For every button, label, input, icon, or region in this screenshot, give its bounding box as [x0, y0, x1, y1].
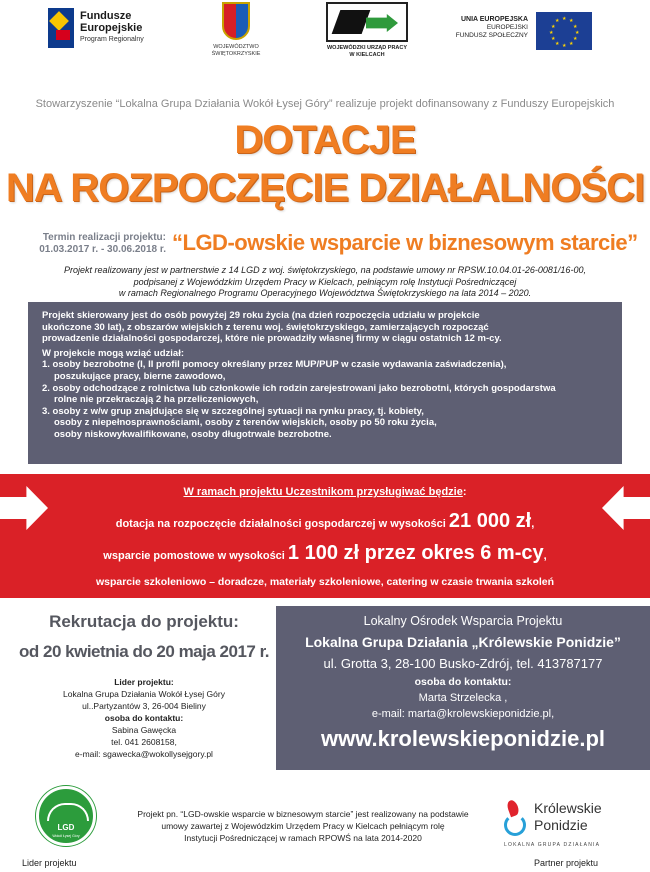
unia-europejska-logo	[450, 10, 610, 60]
leader-contact-email[interactable]: e-mail: sgawecka@wokollysejgory.pl	[75, 749, 213, 759]
target-p1a: Projekt skierowany jest do osób powyżej 29 roku życia (na dzień rozpoczęcia udziału w projekcie	[42, 310, 480, 321]
fe-line3: Program Regionalny	[80, 36, 144, 43]
leader-name: Lokalna Grupa Działania Wokół Łysej Góry	[63, 689, 225, 699]
ue-line1: UNIA EUROPEJSKA	[460, 16, 528, 23]
termin-label: Termin realizacji projektu:	[42, 232, 166, 243]
benefit-training: wsparcie szkoleniowo – doradcze, materiały szkoleniowe, catering w czasie trwania szkoleń	[95, 576, 555, 588]
target-item1a: 1. osoby bezrobotne (I, II profil pomocy określany przez MUP/PUP w czasie wydawania zaświadczenia),	[42, 359, 507, 371]
benefit-grant: dotacja na rozpoczęcie działalności gospodarczej w wysokości 21 000 zł,	[115, 510, 535, 532]
footer-line1: Projekt pn. “LGD-owskie wsparcie w biznesowym starcie” jest realizowany na podstawie	[137, 809, 469, 819]
kp-sub: LOKALNA GRUPA DZIAŁANIA	[504, 842, 601, 848]
local-email[interactable]: e-mail: marta@krolewskieponidzie.pl,	[371, 708, 555, 720]
leader-contact-label: osoba do kontaktu:	[104, 713, 184, 723]
lider-caption: Lider projektu	[22, 858, 77, 868]
target-item3a: 3. osoby z w/w grup znajdujące się w szczególnej sytuacji na rynku pracy, tj. kobiety,	[42, 405, 424, 417]
recruit-dates: od 20 kwietnia do 20 maja 2017 r.	[19, 642, 269, 661]
target-group-box	[28, 302, 622, 464]
coat-of-arms-icon	[222, 2, 250, 40]
wup-line1: WOJEWÓDZKI URZĄD PRACY	[326, 45, 408, 51]
target-p2: W projekcie mogą wziąć udział:	[42, 347, 185, 359]
leader-contact-name: Sabina Gawęcka	[111, 725, 177, 735]
partnership-text	[0, 265, 650, 300]
partnership-line3: w ramach Regionalnego Programu Operacyjnego Województwa Świętokrzyskiego na lata 2014 – 2020.	[118, 288, 532, 298]
leader-contact-tel: tel. 041 2608158,	[111, 737, 177, 747]
eu-flag-icon: ★ ★ ★ ★ ★ ★ ★ ★ ★ ★ ★ ★	[536, 12, 592, 50]
header-logos	[0, 0, 650, 80]
project-name: “LGD-owskie wsparcie w biznesowym starcie”	[172, 230, 638, 255]
target-item2b: rolne nie przekraczają 2 ha przeliczeniowych,	[54, 394, 259, 406]
lgd-logo-small: Wokół Łysej Góry	[52, 834, 80, 838]
main-title-line1: DOTACJE	[234, 118, 416, 162]
bridge-amount: 1 100 zł przez okres 6 m-cy	[287, 542, 544, 564]
droplet-icon	[504, 800, 530, 838]
target-item3c: osoby niskowykwalifikowane, osoby długotrwale bezrobotne.	[54, 428, 332, 440]
partnership-line1: Projekt realizowany jest w partnerstwie z 14 LGD z woj. świętokrzyskiego, na podstawie umowy nr RPSW.10.04.01-26-0081/16-00,	[64, 265, 586, 275]
target-p1b: ukończone 30 lat), z obszarów wiejskich z terenu woj. świętokrzyskiego, zamierzających rozpocząć	[42, 321, 489, 333]
woj-line2: ŚWIĘTOKRZYSKIE	[211, 51, 261, 57]
wup-logo	[322, 2, 412, 70]
benefit-bridge: wsparcie pomostowe w wysokości 1 100 zł przez okres 6 m-cy,	[103, 542, 547, 564]
local-office-box	[276, 606, 650, 770]
fundusze-europejskie-logo	[48, 8, 168, 56]
main-title-line2: NA ROZPOCZĘCIE DZIAŁALNOŚCI	[5, 166, 645, 210]
benefits-heading: W ramach projektu Uczestnikom przysługiwać będzie:	[183, 486, 467, 498]
wup-line2: W KIELCACH	[349, 52, 385, 58]
target-p1c: prowadzenie działalności gospodarczej, które nie prowadziły własnej firmy w ciągu ostatnich 12 m-cy.	[42, 333, 502, 345]
fe-flag-icon	[48, 8, 74, 48]
partnership-line2: podpisanej z Wojewódzkim Urzędem Pracy w Kielcach, pełniącym rolę Instytucji Pośredniczącej	[133, 276, 517, 287]
local-website-link[interactable]: www.krolewskieponidzie.pl	[320, 726, 606, 751]
wup-emblem-icon	[326, 2, 408, 42]
target-item3b: osoby z niepełnosprawnościami, osoby z terenów wiejskich, osoby po 50 roku życia,	[54, 417, 437, 429]
recruit-title: Rekrutacja do projektu:	[49, 612, 239, 631]
local-contact-name: Marta Strzelecka ,	[418, 692, 508, 704]
leader-address: ul..Partyzantów 3, 26-004 Bieliny	[82, 701, 206, 711]
krolewskie-ponidzie-logo	[504, 800, 644, 850]
ue-line3: FUNDUSZ SPOŁECZNY	[455, 32, 528, 39]
kp-name2: Ponidzie	[534, 817, 588, 833]
wojewodztwo-logo	[206, 2, 266, 72]
intro-text: Stowarzyszenie “Lokalna Grupa Działania Wokół Łysej Góry” realizuje projekt dofinansowany z Funduszy Europejskich	[35, 98, 615, 110]
fe-line1: Fundusze	[80, 10, 132, 22]
partner-caption: Partner projektu	[534, 858, 599, 868]
footer-line3: Instytucji Pośredniczącej w ramach RPOWŚ na lata 2014-2020	[184, 833, 422, 843]
target-item1b: poszukujące pracy, bierne zawodowo,	[54, 370, 226, 382]
lgd-logo-text: LGD	[57, 823, 75, 832]
ue-line2: EUROPEJSKI	[486, 24, 528, 31]
leader-contact	[0, 676, 288, 760]
footer-line2: umowy zawartej z Wojewódzkim Urzędem Pracy w Kielcach pełniącym rolę	[161, 821, 445, 831]
lgd-logo	[36, 786, 96, 846]
local-title: Lokalny Ośrodek Wsparcia Projektu	[363, 614, 563, 628]
local-contact-label: osoba do kontaktu:	[414, 676, 512, 688]
footer-text	[108, 808, 498, 844]
termin-value: 01.03.2017 r. - 30.06.2018 r.	[39, 244, 166, 255]
kp-name1: Królewskie	[534, 800, 602, 816]
fe-line2: Europejskie	[80, 22, 143, 34]
woj-line1: WOJEWÓDZTWO	[213, 44, 259, 50]
local-name: Lokalna Grupa Działania „Królewskie Ponidzie”	[305, 634, 621, 650]
termin-block	[18, 232, 166, 256]
target-item2a: 2. osoby odchodzące z rolnictwa lub członkowie ich rodzin zarejestrowani jako bezrobotni, których gospodarstwa	[42, 382, 556, 394]
grant-amount: 21 000 zł	[448, 510, 532, 532]
mountain-icon	[47, 803, 89, 821]
leader-label: Lider projektu:	[114, 677, 174, 687]
local-address: ul. Grotta 3, 28-100 Busko-Zdrój, tel. 413787177	[323, 656, 603, 671]
